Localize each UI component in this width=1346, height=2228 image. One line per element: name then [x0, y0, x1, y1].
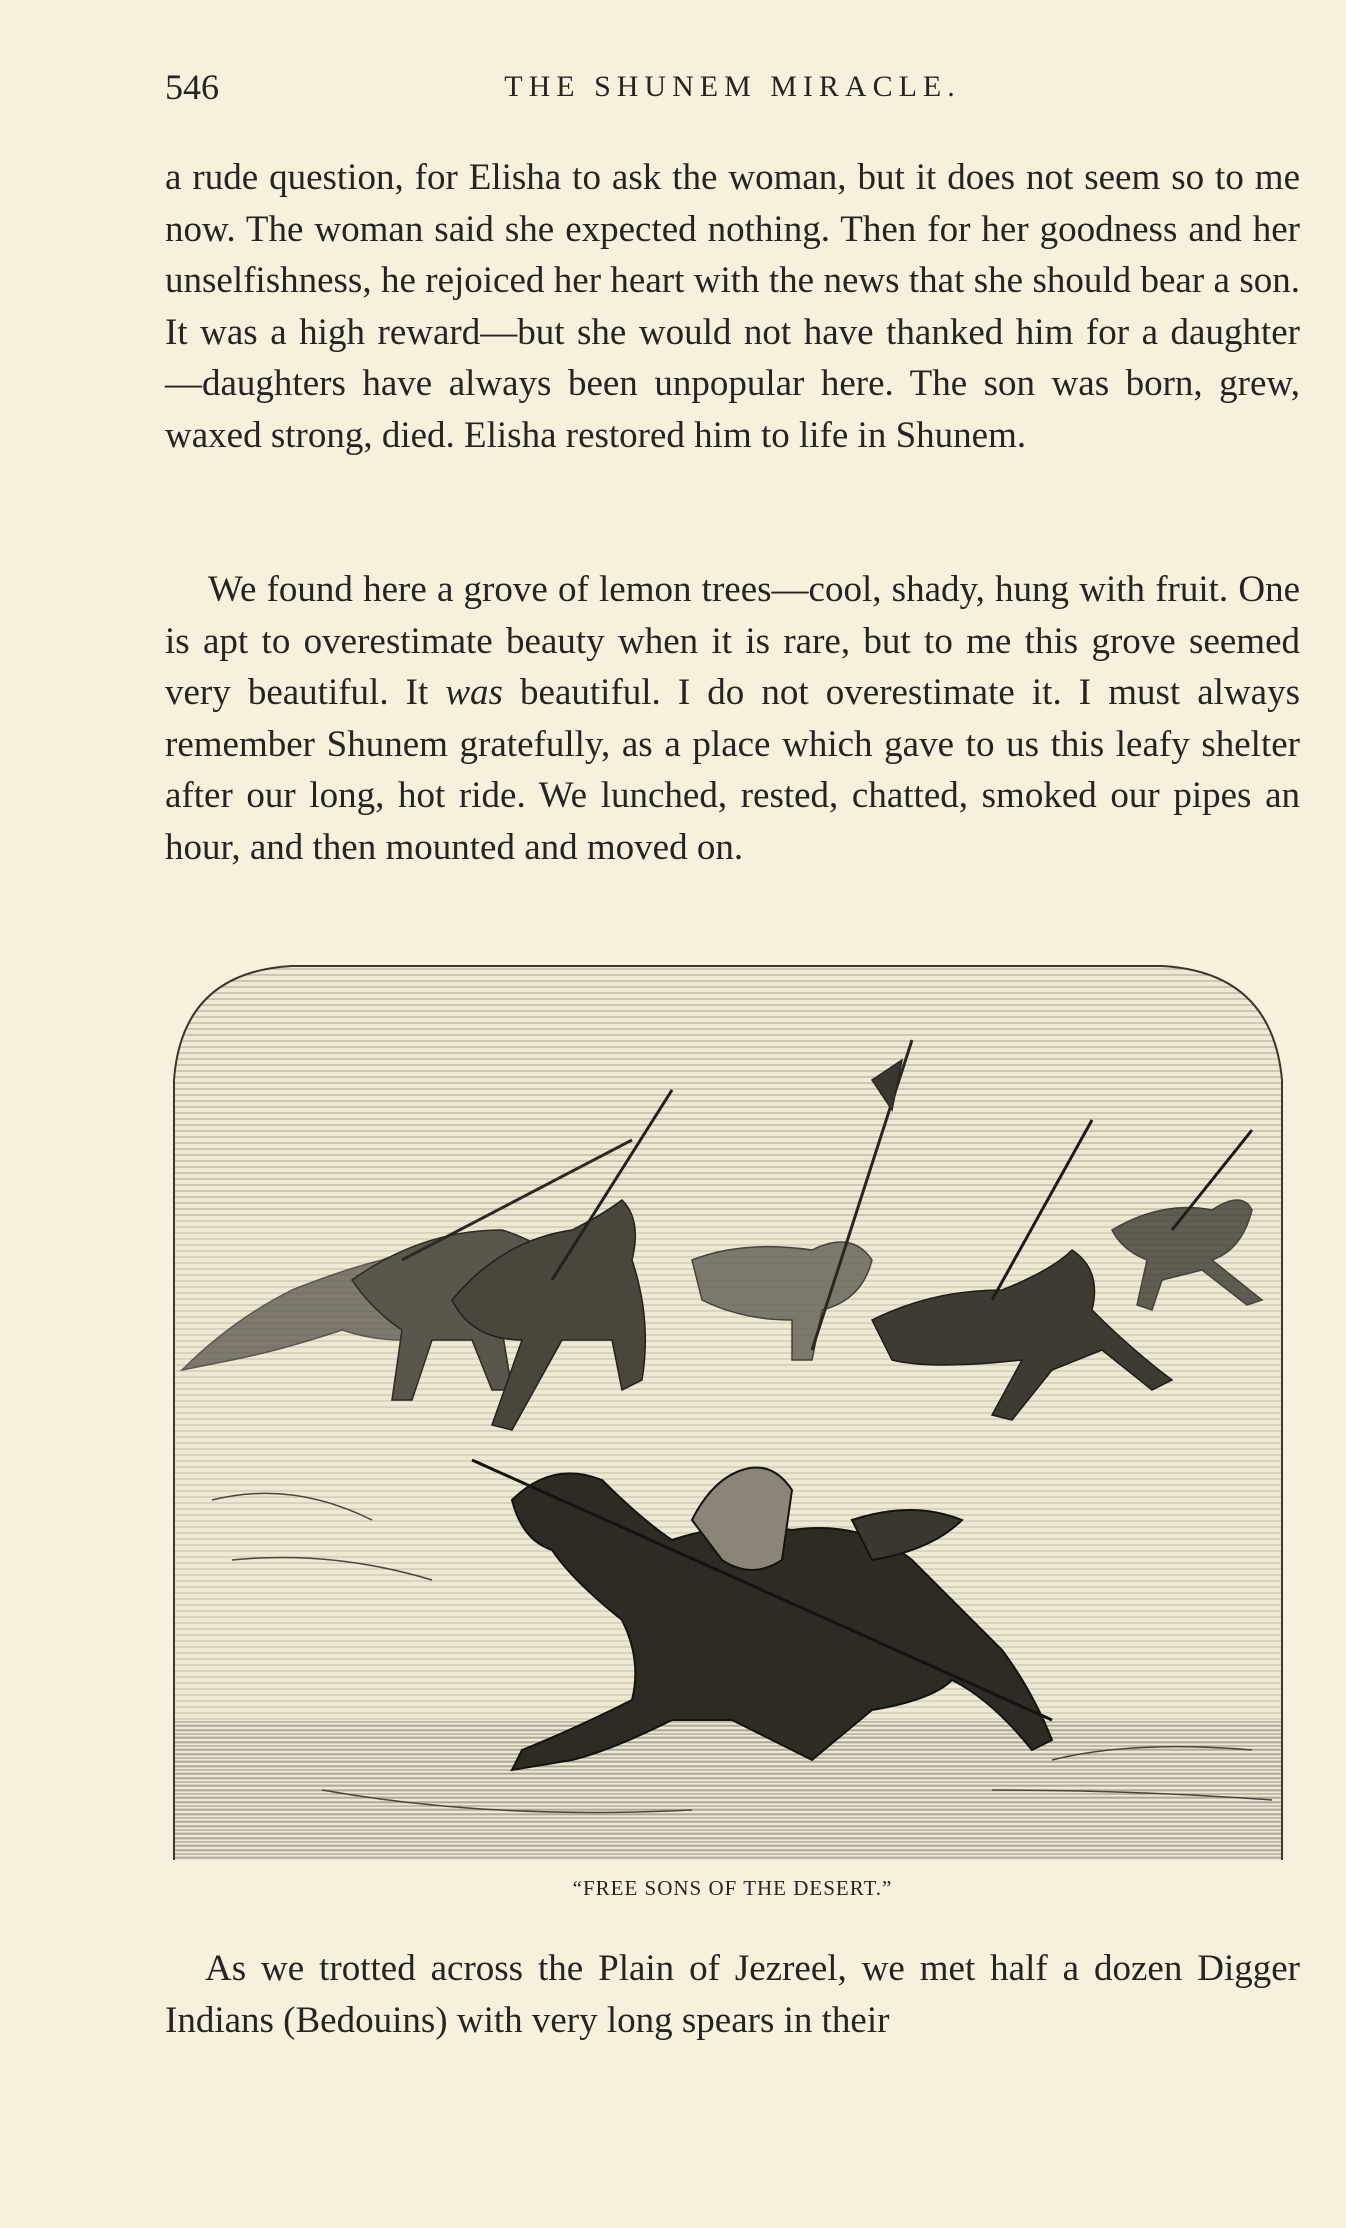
paragraph-2-part-1: We found here a grove of lemon trees—cool, shady, hung with fruit. One is apt to overestimate beauty when it is rare, but to me this grove seemed very beautiful. It: [165, 569, 1300, 713]
paragraph-3: [165, 1943, 1300, 2046]
engraving-illustration: [172, 960, 1284, 1860]
running-title: THE SHUNEM MIRACLE.: [504, 70, 961, 103]
paragraph-2-italic-word: was: [445, 672, 503, 713]
figure-caption: “FREE SONS OF THE DESERT.”: [572, 1876, 893, 1900]
paragraph-3-text: As we trotted across the Plain of Jezreel, we met half a dozen Digger Indians (Bedouins) with very long spears in their: [165, 1948, 1300, 2041]
paragraph-1-text: a rude question, for Elisha to ask the woman, but it does not seem so to me now. The woman said she expected nothing. Then for her goodness and her unselfishness, he rejoiced her heart with the news that she should bear a son. It was a high reward—but she would not have thanked him for a daughter —daughters have always been unpopular here. The son was born, grew, waxed strong, died. Elisha restored him to life in Shunem.: [165, 157, 1300, 456]
paragraph-2-part-2: beautiful. I do not overestimate it. I must always remember Shunem gratefully, as a place which gave to us this leafy shelter after our long, hot ride. We lunched, rested, chatted, smoked our pipes an hour, and then mounted and moved on.: [165, 672, 1300, 868]
page-header: [165, 62, 1300, 112]
paragraph-2: [165, 564, 1300, 873]
page-number: 546: [165, 67, 219, 107]
paragraph-1: [165, 152, 1300, 461]
paragraph-2-text: [165, 564, 1300, 873]
horsemen-engraving: [172, 960, 1284, 1860]
